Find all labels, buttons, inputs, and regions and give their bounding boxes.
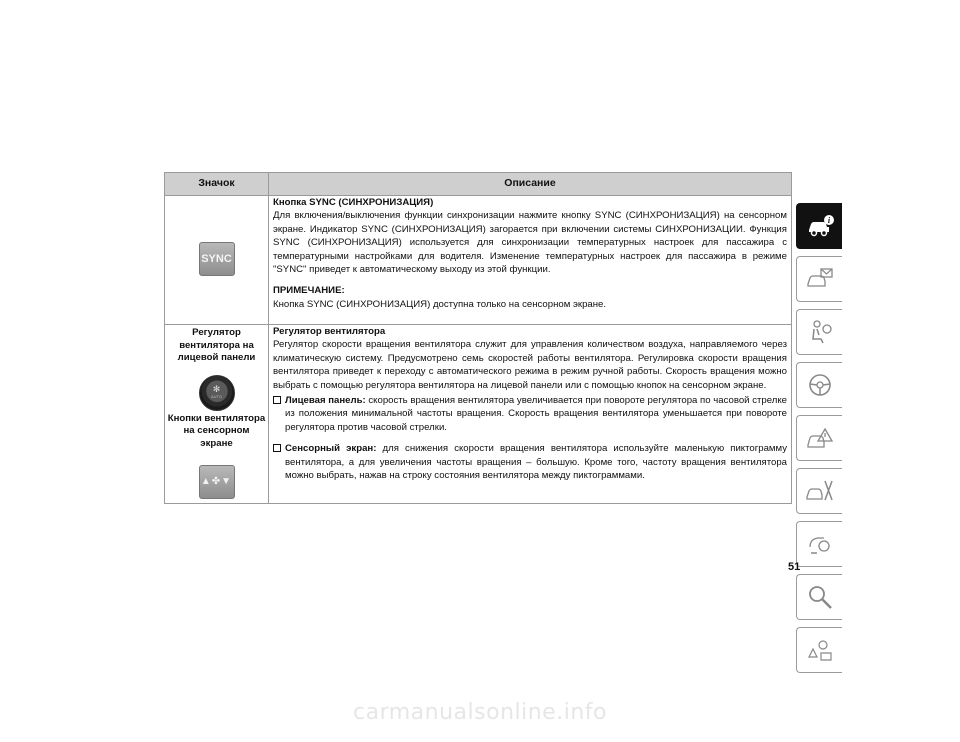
sync-description-cell [269, 196, 792, 325]
tab-warning-car[interactable] [796, 415, 842, 461]
search-icon [805, 582, 835, 612]
sync-icon-cell [165, 196, 269, 325]
multimedia-icon [805, 635, 835, 665]
tab-search[interactable] [796, 574, 842, 620]
checkbox-square-icon [273, 396, 281, 404]
fan-body: Регулятор скорости вращения вентилятора служит для управления количеством воздуха, направляемого через климатическую систему. Предусмотрено семь скоростей работы вентилятора. Регулировка скорости вращения вентилятора приведет к переходу с автоматического режима в режим ручной работы. Скорость вращения можно выбрать с помощью регулятора вентилятора на лицевой панели или с помощью кнопок на сенсорном экране. [273, 339, 787, 391]
tab-car-info[interactable] [796, 203, 842, 249]
car-message-icon [805, 264, 835, 294]
bullet-touchscreen [273, 442, 787, 482]
fan-icon-cell [165, 325, 269, 504]
header-icon: Значок [165, 173, 269, 196]
seat-airbag-icon [805, 317, 835, 347]
service-tools-icon [805, 476, 835, 506]
tab-service-tools[interactable] [796, 468, 842, 514]
fan-description-cell [269, 325, 792, 504]
bullet-touchscreen-lead: Сенсорный экран: [285, 443, 377, 455]
fan-buttons-label: Кнопки вентилятора на сенсорном экране [167, 412, 266, 449]
knob-auto-label: AUTO [210, 393, 223, 399]
controls-table [164, 172, 792, 504]
car-info-icon [805, 211, 835, 241]
car-specs-icon [805, 529, 835, 559]
steering-wheel-icon [805, 370, 835, 400]
bullet-front-panel [273, 394, 787, 434]
bullet-front-panel-text: скорость вращения вентилятора увеличивается при повороте регулятора по часовой стрелке из положения минимальной частоты вращения. Скорость вращения вентилятора уменьшается при повороте регулятора против часовой стрелки. [285, 395, 787, 433]
fan-knob-label: Регулятор вентилятора на лицевой панели [177, 327, 256, 364]
fan-buttons-icon: ▲✤▼ [199, 465, 235, 499]
sync-note-title: ПРИМЕЧАНИЕ: [273, 285, 345, 297]
tab-steering-wheel[interactable] [796, 362, 842, 408]
bullet-touchscreen-text: для снижения скорости вращения вентилятора используйте маленькую пиктограмму вентилятора, а для увеличения частоты вращения – большую. Кроме того, частоту вращения вентилятора можно выбрать, нажав на строку состояния вентилятора между пиктограммами. [285, 443, 787, 482]
page-number: 51 [788, 561, 801, 573]
warning-car-icon [805, 423, 835, 453]
watermark: carmanualsonline.info [353, 700, 607, 725]
tab-car-specs[interactable] [796, 521, 842, 567]
sync-button-icon: SYNC [199, 242, 235, 276]
checkbox-square-icon [273, 444, 281, 452]
chapter-tabs [796, 203, 842, 680]
sync-title: Кнопка SYNC (СИНХРОНИЗАЦИЯ) [273, 197, 434, 208]
sync-body: Для включения/выключения функции синхронизации нажмите кнопку SYNC (СИНХРОНИЗАЦИЯ) на сенсорном экране. Индикатор SYNC (СИНХРОНИЗАЦИЯ) загорается при включении системы СИНХРОНИЗАЦИИ. Функция SYNC (СИНХРОНИЗАЦИЯ) используется для синхронизации температурных настроек для пассажира с температурными настройками для водителя. Изменение температурных настроек для пассажира в режиме "SYNC" приведет к автоматическому выходу из этой функции. [273, 210, 787, 276]
bullet-front-panel-lead: Лицевая панель: [285, 395, 366, 407]
table-row-fan [165, 325, 792, 504]
sync-note-body: Кнопка SYNC (СИНХРОНИЗАЦИЯ) доступна только на сенсорном экране. [273, 298, 607, 310]
fan-title: Регулятор вентилятора [273, 326, 386, 337]
tab-seat-airbag[interactable] [796, 309, 842, 355]
header-description: Описание [269, 173, 792, 196]
tab-car-message[interactable] [796, 256, 842, 302]
tab-multimedia[interactable] [796, 627, 842, 673]
svg-text:i: i [827, 216, 830, 225]
table-row-sync [165, 196, 792, 325]
fan-icon: ✻ [212, 383, 221, 394]
fan-knob-icon [199, 375, 235, 411]
table-header-row [165, 173, 792, 196]
